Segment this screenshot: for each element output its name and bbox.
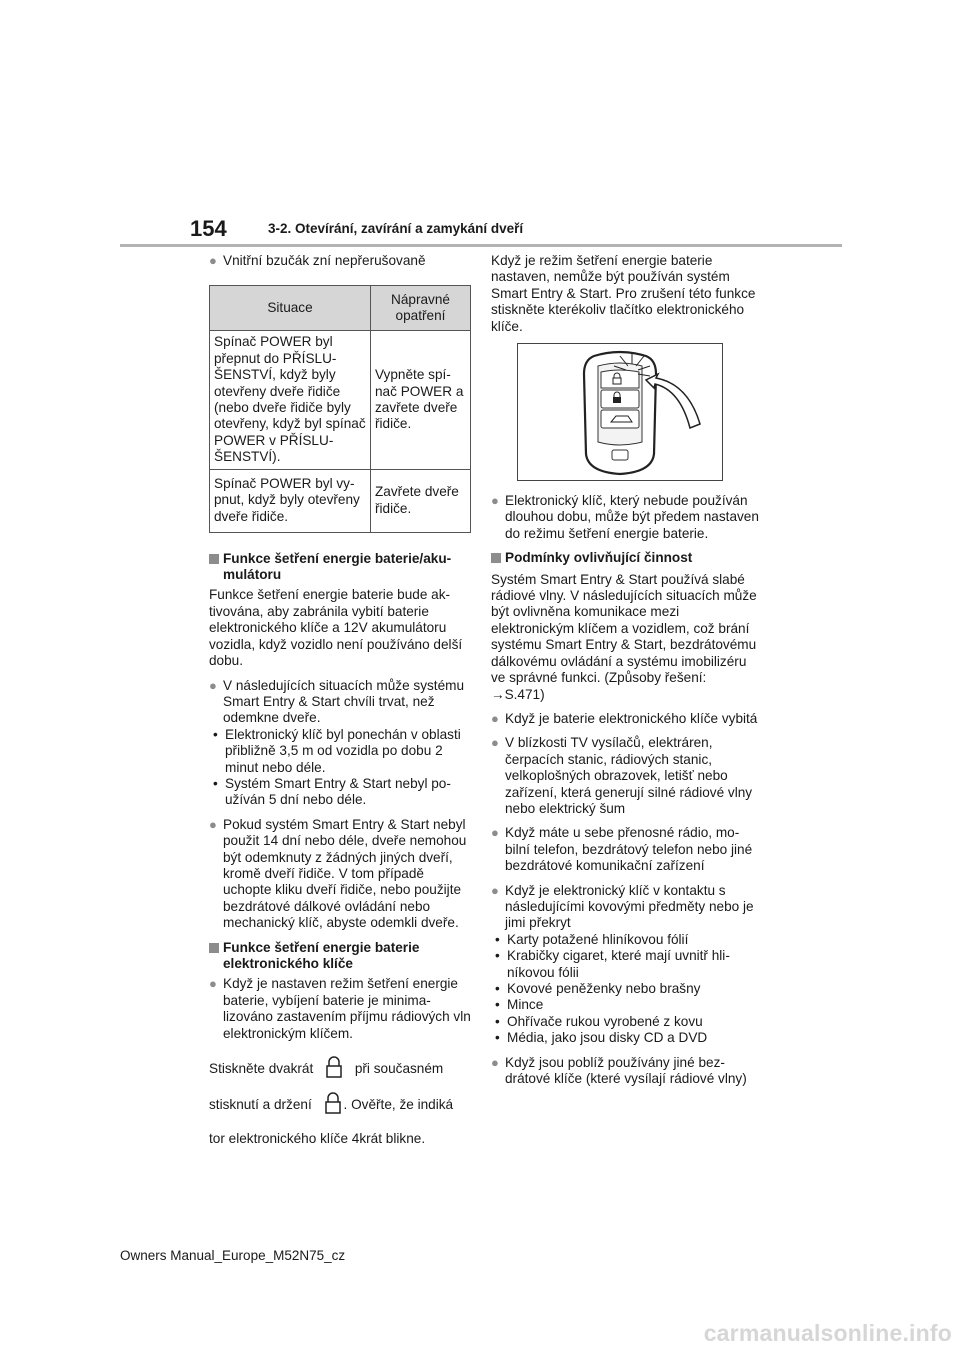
page-number: 154 [190,216,227,241]
square-bullet-icon [209,940,223,973]
subsection-heading: Podmínky ovlivňující činnost [491,550,759,567]
sub-list [491,932,759,1047]
list-item: ● Elektronický klíč, který nebude používán dlouhou dobu, může být předem nastaven do režimu šetření energie baterie. [491,493,759,541]
bullet-icon: ● [209,253,217,268]
list-item: ● Když je baterie elektronického klíče vybitá [491,710,758,726]
key-fob-icon [518,344,722,480]
table-header-situation: Situace [210,286,371,331]
table-header-remedy: Nápravné opatření [371,286,471,331]
table-cell: Spínač POWER byl přepnut do PŘÍSLUŠENSTVÍ, když byly otevřeny dveře řidiče (nebo dveře řidiče byly otevřeny, když byl spínač POWER v PŘÍSLUŠENSTVÍ). [210,331,371,469]
paragraph: Když je režim šetření energie baterie nastaven, nemůže být používán systém Smart Entry & Start. Pro zrušení této funkce stiskněte kterékoliv tlačítko elektronického klíče. [491,253,756,334]
watermark: carmanualsonline.info [703,1320,952,1346]
bullet-icon: ● [209,976,217,992]
subsection-heading: Funkce šetření energie baterie elektronického klíče [209,940,471,973]
list-item: ● V blízkosti TV vysílačů, elektráren, čerpacích stanic, rádiových stanic, velkoplošných obrazovek, letišť nebo zařízení, která generují silné rádiové vlny nebo elektrický šum [491,735,753,816]
paragraph: Funkce šetření energie baterie bude aktivována, aby zabránila vybití baterie elektronického klíče a 12V akumulátoru vozidla, když vozidlo není používáno delší dobu. [209,587,463,669]
list-item: ● Když je nastaven režim šetření energie baterie, vybíjení baterie je minimalizováno zastavením příjmu rádiových vln elektronickým klíčem. [209,976,471,1041]
bullet-icon: ● [491,882,499,898]
sub-list-item: • Média, jako jsou disky CD a DVD [495,1030,708,1046]
square-bullet-icon [209,551,223,584]
list-item: ● Vnitřní bzučák zní nepřerušovaně [209,253,426,268]
lock-icon [324,1092,342,1118]
list-item: ● Pokud systém Smart Entry & Start nebyl použit 14 dní nebo déle, dveře nemohou být odemknuty z žádných jiných dveří, kromě dveří řidiče. V tom případě uchopte kliku dveří řidiče, nebo použijte bezdrátové dálkové ovládání nebo mechanický klíč, abyste odemkli dveře. [209,816,467,931]
subsection-heading: Funkce šetření energie baterie/akumulátoru [209,551,471,584]
sub-list-item: • Karty potažené hliníkovou fólií [495,931,689,947]
paragraph: Systém Smart Entry & Start používá slabé rádiové vlny. V následujících situacích může být ovlivněna komunikace mezi elektronickým klíčem a vozidlem, což brání systému Smart Entry & Start, bezdrátovému dálkovému ovládání a systému imobilizéru ve správné funkci. (Způsoby řešení: →S.471) [491,571,757,702]
table-row [210,469,471,532]
sub-list-item: • Elektronický klíč byl ponechán v oblasti přibližně 3,5 m od vozidla po dobu 2 minut nebo déle. [213,726,461,775]
left-column [209,253,471,1147]
table-cell: Zavřete dveře řidiče. [371,469,471,532]
sub-list [209,727,471,809]
bullet-icon: ● [491,825,499,841]
list-item: ● Když máte u sebe přenosné rádio, mobilní telefon, bezdrátový telefon nebo jiné bezdrátové komunikační zařízení [491,825,753,874]
instruction-line: tor elektronického klíče 4krát blikne. [209,1130,426,1146]
square-bullet-icon [491,550,505,567]
list-item: ● Když jsou poblíž používány jiné bezdrátové klíče (které vysílají rádiové vlny) [491,1054,747,1087]
list-item: ● V následujících situacích může systému Smart Entry & Start chvíli trvat, než odemkne dveře. [209,677,465,726]
sub-list-item: • Kovové peněženky nebo brašny [495,981,701,996]
lock-icon [325,1056,343,1082]
bullet-icon: ● [491,1054,499,1070]
sub-list-item: • Krabičky cigaret, které mají uvnitř hliníkovou fólii [495,948,730,980]
footer-manual-id: Owners Manual_Europe_M52N75_cz [120,1248,346,1263]
right-column [491,253,759,1095]
table-header-row [210,286,471,331]
sub-list-item: • Ohřívače rukou vyrobené z kovu [495,1013,703,1029]
instruction-line: Stiskněte dvakrát při současném [209,1056,471,1082]
bullet-icon: ● [491,710,499,726]
table-cell: Vypněte spínač POWER a zavřete dveře řidiče. [371,331,471,469]
header-divider [120,244,842,247]
sub-list-item: • Mince [495,997,544,1013]
bullet-icon: ● [491,735,499,751]
situation-table [209,285,471,532]
instruction-line: stisknutí a držení . Ověřte, že indiká [209,1092,471,1118]
section-title: 3-2. Otevírání, zavírání a zamykání dveří [268,221,524,236]
key-fob-illustration [517,343,723,481]
table-cell: Spínač POWER byl vypnut, když byly otevřeny dveře řidiče. [210,469,371,532]
list-item: ● Když je elektronický klíč v kontaktu s následujícími kovovými předměty nebo je jimi překryt [491,882,754,931]
bullet-icon: ● [209,816,217,832]
sub-list-item: • Systém Smart Entry & Start nebyl používán 5 dní nebo déle. [213,775,451,808]
table-row [210,331,471,469]
bullet-icon: ● [209,677,217,693]
bullet-icon: ● [491,493,499,509]
